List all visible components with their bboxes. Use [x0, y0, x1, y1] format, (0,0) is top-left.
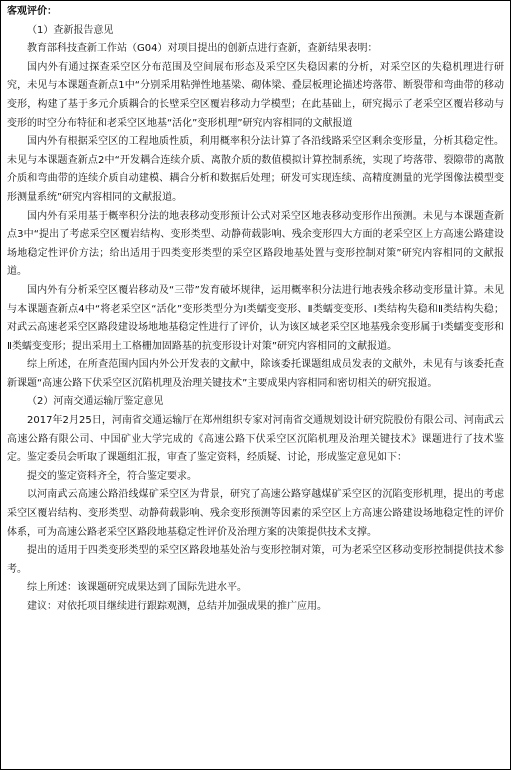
paragraph: 国内外有通过探查采空区分布范围及空间展布形态及采空区失稳因素的分析，对采空区的失稳机理进行研究，未见与本课题查新点1中“分别采用粘弹性地基梁、砌体梁、叠层板理论描述垮落带、断裂带和弯曲带的移动变形，构建了基于多元介质耦合的长壁采空区覆岩移动力学模型；在此基础上，研究揭示了老采空区覆岩移动与变形的时空分布特征和老采空区地基“活化”变形机理”研究内容相同的文献报道 — [7, 61, 504, 129]
paragraph: 提交的鉴定资料齐全，符合鉴定要求。 — [27, 470, 197, 482]
paragraph: 教育部科技查新工作站（G04）对项目提出的创新点进行查新，查新结果表明： — [27, 43, 378, 55]
paragraph: 国内外有采用基于概率积分法的地表移动变形预计公式对采空区地表移动变形作出预测。未见与本课题查新点3中“提出了考虑采空区覆岩结构、变形类型、动静荷载影响、残余变形四大方面的老采空区上方高速公路建设场地稳定性评价方法；给出适用于四类变形类型的采空区路段地基处置与变形控制对策”研究内容相同的文献报道。 — [7, 210, 504, 278]
paragraph: 国内外有分析采空区覆岩移动及“三带”发育破坏规律，运用概率积分法进行地表残余移动变形量计算。未见与本课题查新点4中“将老采空区“活化”变形类型分为Ⅰ类蠕变变形、Ⅱ类蠕变变形、Ⅰ类结构失稳和Ⅱ类结构失稳；对武云高速老采空区路段建设场地地基稳定性进行了评价，认为该区域老采空区地基残余变形属于Ⅰ类蠕变变形和Ⅱ类蠕变变形；提出采用土工格栅加固路基的抗变形设计对策”研究内容相同的文献报道。 — [7, 284, 504, 352]
paragraph: 建议：对依托项目继续进行跟踪观测，总结并加强成果的推广应用。 — [27, 601, 327, 612]
sec1-title: （1）查新报告意见 — [27, 24, 114, 36]
paragraph: 以河南武云高速公路沿线煤矿采空区为背景，研究了高速公路穿越煤矿采空区的沉陷变形机理，提出的考虑采空区覆岩结构、变形类型、动静荷载影响、残余变形预测等因素的采空区上方高速公路建设场地稳定性的评价体系，可为高速公路老采空区路段地基稳定性评价及治理方案的决策提供技术支撑。 — [7, 489, 504, 538]
paragraph: 提出的适用于四类变形类型的采空区路段地基处治与变形控制对策，可为老采空区移动变形控制提供技术参考。 — [7, 545, 504, 575]
paragraph: 综上所述，在所查范围内国内外公开发表的文献中，除该委托课题组成员发表的文献外，未见有与该委托查新课题“高速公路下伏采空区沉陷机理及治理关键技术”主要成果内容相同和密切相关的研究报道。 — [7, 359, 504, 389]
paragraph: 综上所述：该课题研究成果达到了国际先进水平。 — [27, 582, 247, 594]
paragraph: 2017年2月25日，河南省交通运输厅在郑州组织专家对河南省交通规划设计研究院股份有限公司、河南武云高速公路有限公司、中国矿业大学完成的《高速公路下伏采空区沉陷机理及治理关键技术》课题进行了技术鉴定。鉴定委员会听取了课题组汇报，审查了鉴定资料，经质疑、讨论，形成鉴定意见如下： — [7, 415, 504, 464]
sec2-title: （2）河南交通运输厅鉴定意见 — [27, 396, 164, 408]
paragraph: 国内外有根据采空区的工程地质性质，利用概率积分法计算了各沿线路采空区剩余变形量，分析其稳定性。未见与本课题查新点2中“开发耦合连续介质、离散介质的数值模拟计算控制系统，实现了垮落带、裂隙带的离散介质和弯曲带的连续介质自动建模、耦合分析和数据后处理；研发可实现连续、高精度测量的光学图像法模型变形测量系统”研究内容相同的文献报道。 — [7, 136, 504, 203]
section-heading: 客观评价： — [7, 6, 57, 17]
